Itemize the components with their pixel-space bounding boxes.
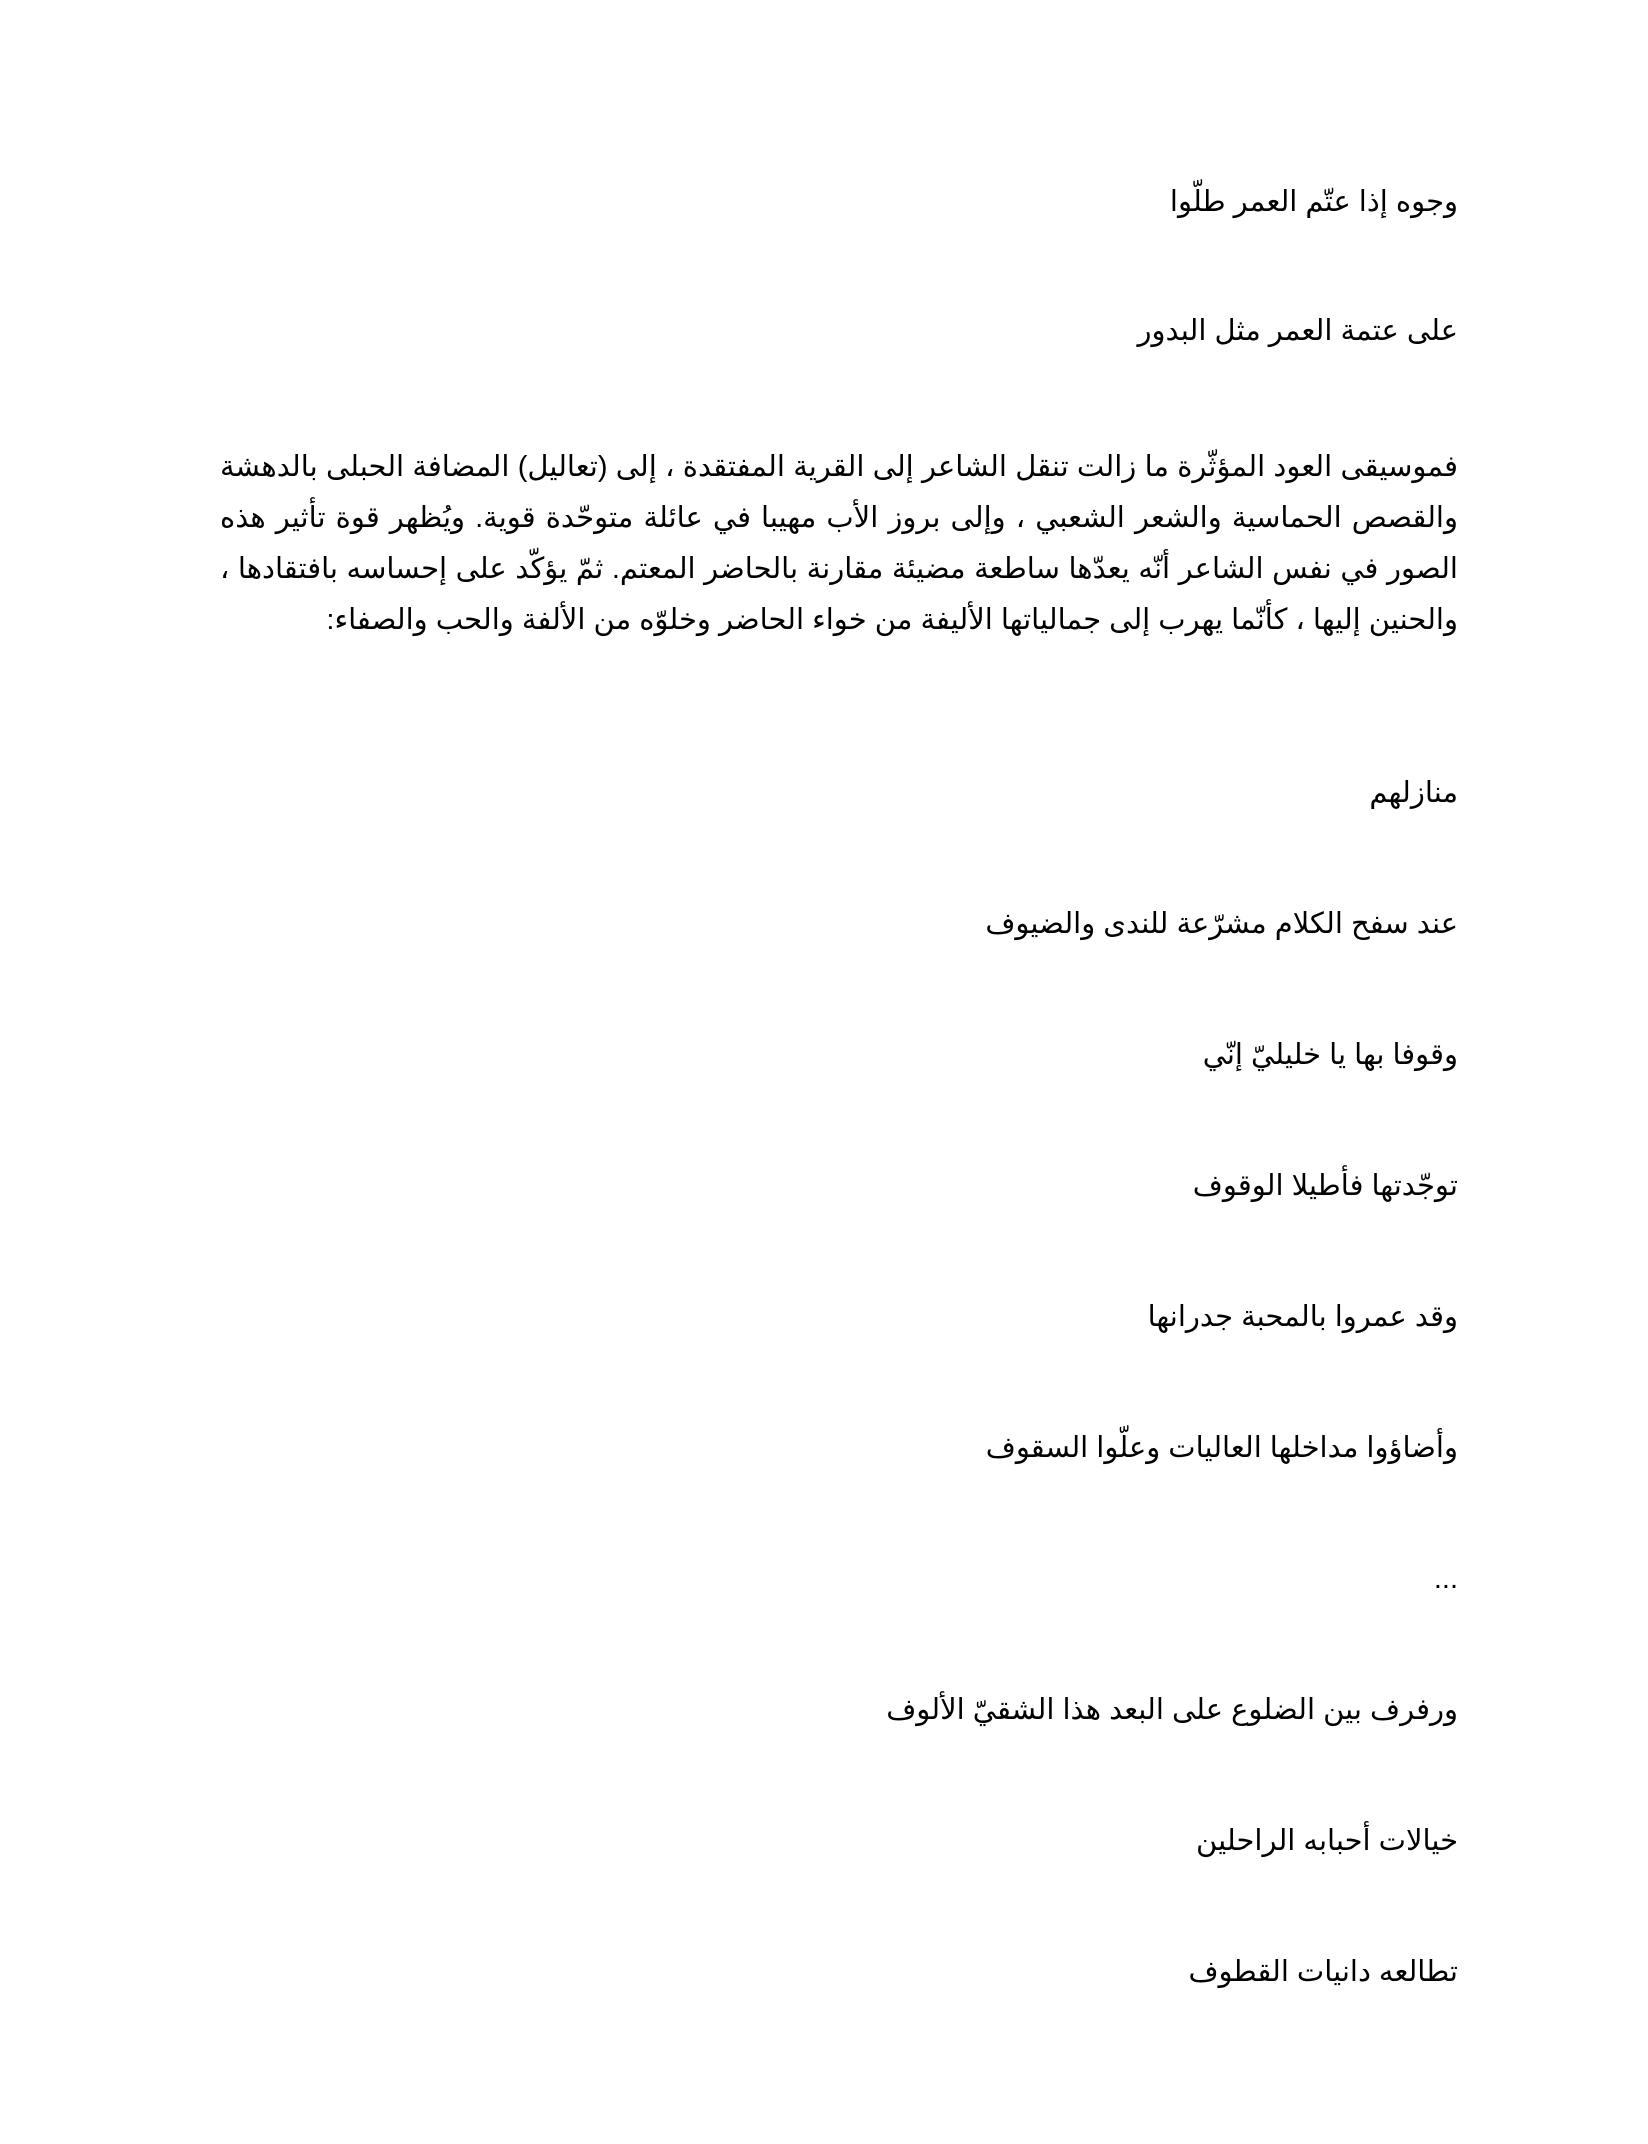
paragraph-line: فموسيقى العود المؤثّرة ما زالت تنقل الشاعر إلى القرية المفتقدة ، إلى (تعاليل) المضافة الحبلى بالدهشة (220, 451, 1458, 483)
verse-line: عند سفح الكلام مشرّعة للندى والضيوف (985, 908, 1458, 940)
verse-line: وقوفا بها يا خليليّ إنّي (1202, 1039, 1458, 1071)
ellipsis-line: ... (1433, 1563, 1458, 1595)
verse-line: على عتمة العمر مثل البدور (1137, 315, 1458, 347)
verse-line: وقد عمروا بالمحبة جدرانها (1147, 1301, 1458, 1333)
body-paragraph (220, 442, 1458, 646)
verse-line: خيالات أحبابه الراحلين (1196, 1825, 1458, 1857)
verse-line: تطالعه دانيات القطوف (1188, 1956, 1458, 1988)
paragraph-line: الصور في نفس الشاعر أنّه يعدّها ساطعة مضيئة مقارنة بالحاضر المعتم. ثمّ يؤكّد على إحساسه بافتقادها ، (220, 553, 1458, 585)
verse-line: وأضاؤوا مداخلها العاليات وعلّوا السقوف (985, 1432, 1458, 1464)
verse-line: وجوه إذا عتّم العمر طلّوا (1169, 186, 1458, 218)
verse-line: توجّدتها فأطيلا الوقوف (1192, 1170, 1458, 1202)
verse-line: منازلهم (1369, 777, 1458, 809)
paragraph-line: والقصص الحماسية والشعر الشعبي ، وإلى بروز الأب مهيبا في عائلة متوحّدة قوية. ويُظهر قوة تأثير هذه (220, 502, 1458, 534)
verse-line: ورفرف بين الضلوع على البعد هذا الشقيّ الألوف (886, 1694, 1458, 1726)
paragraph-line: والحنين إليها ، كأنّما يهرب إلى جمالياتها الأليفة من خواء الحاضر وخلوّه من الألفة والحب والصفاء: (326, 604, 1458, 636)
